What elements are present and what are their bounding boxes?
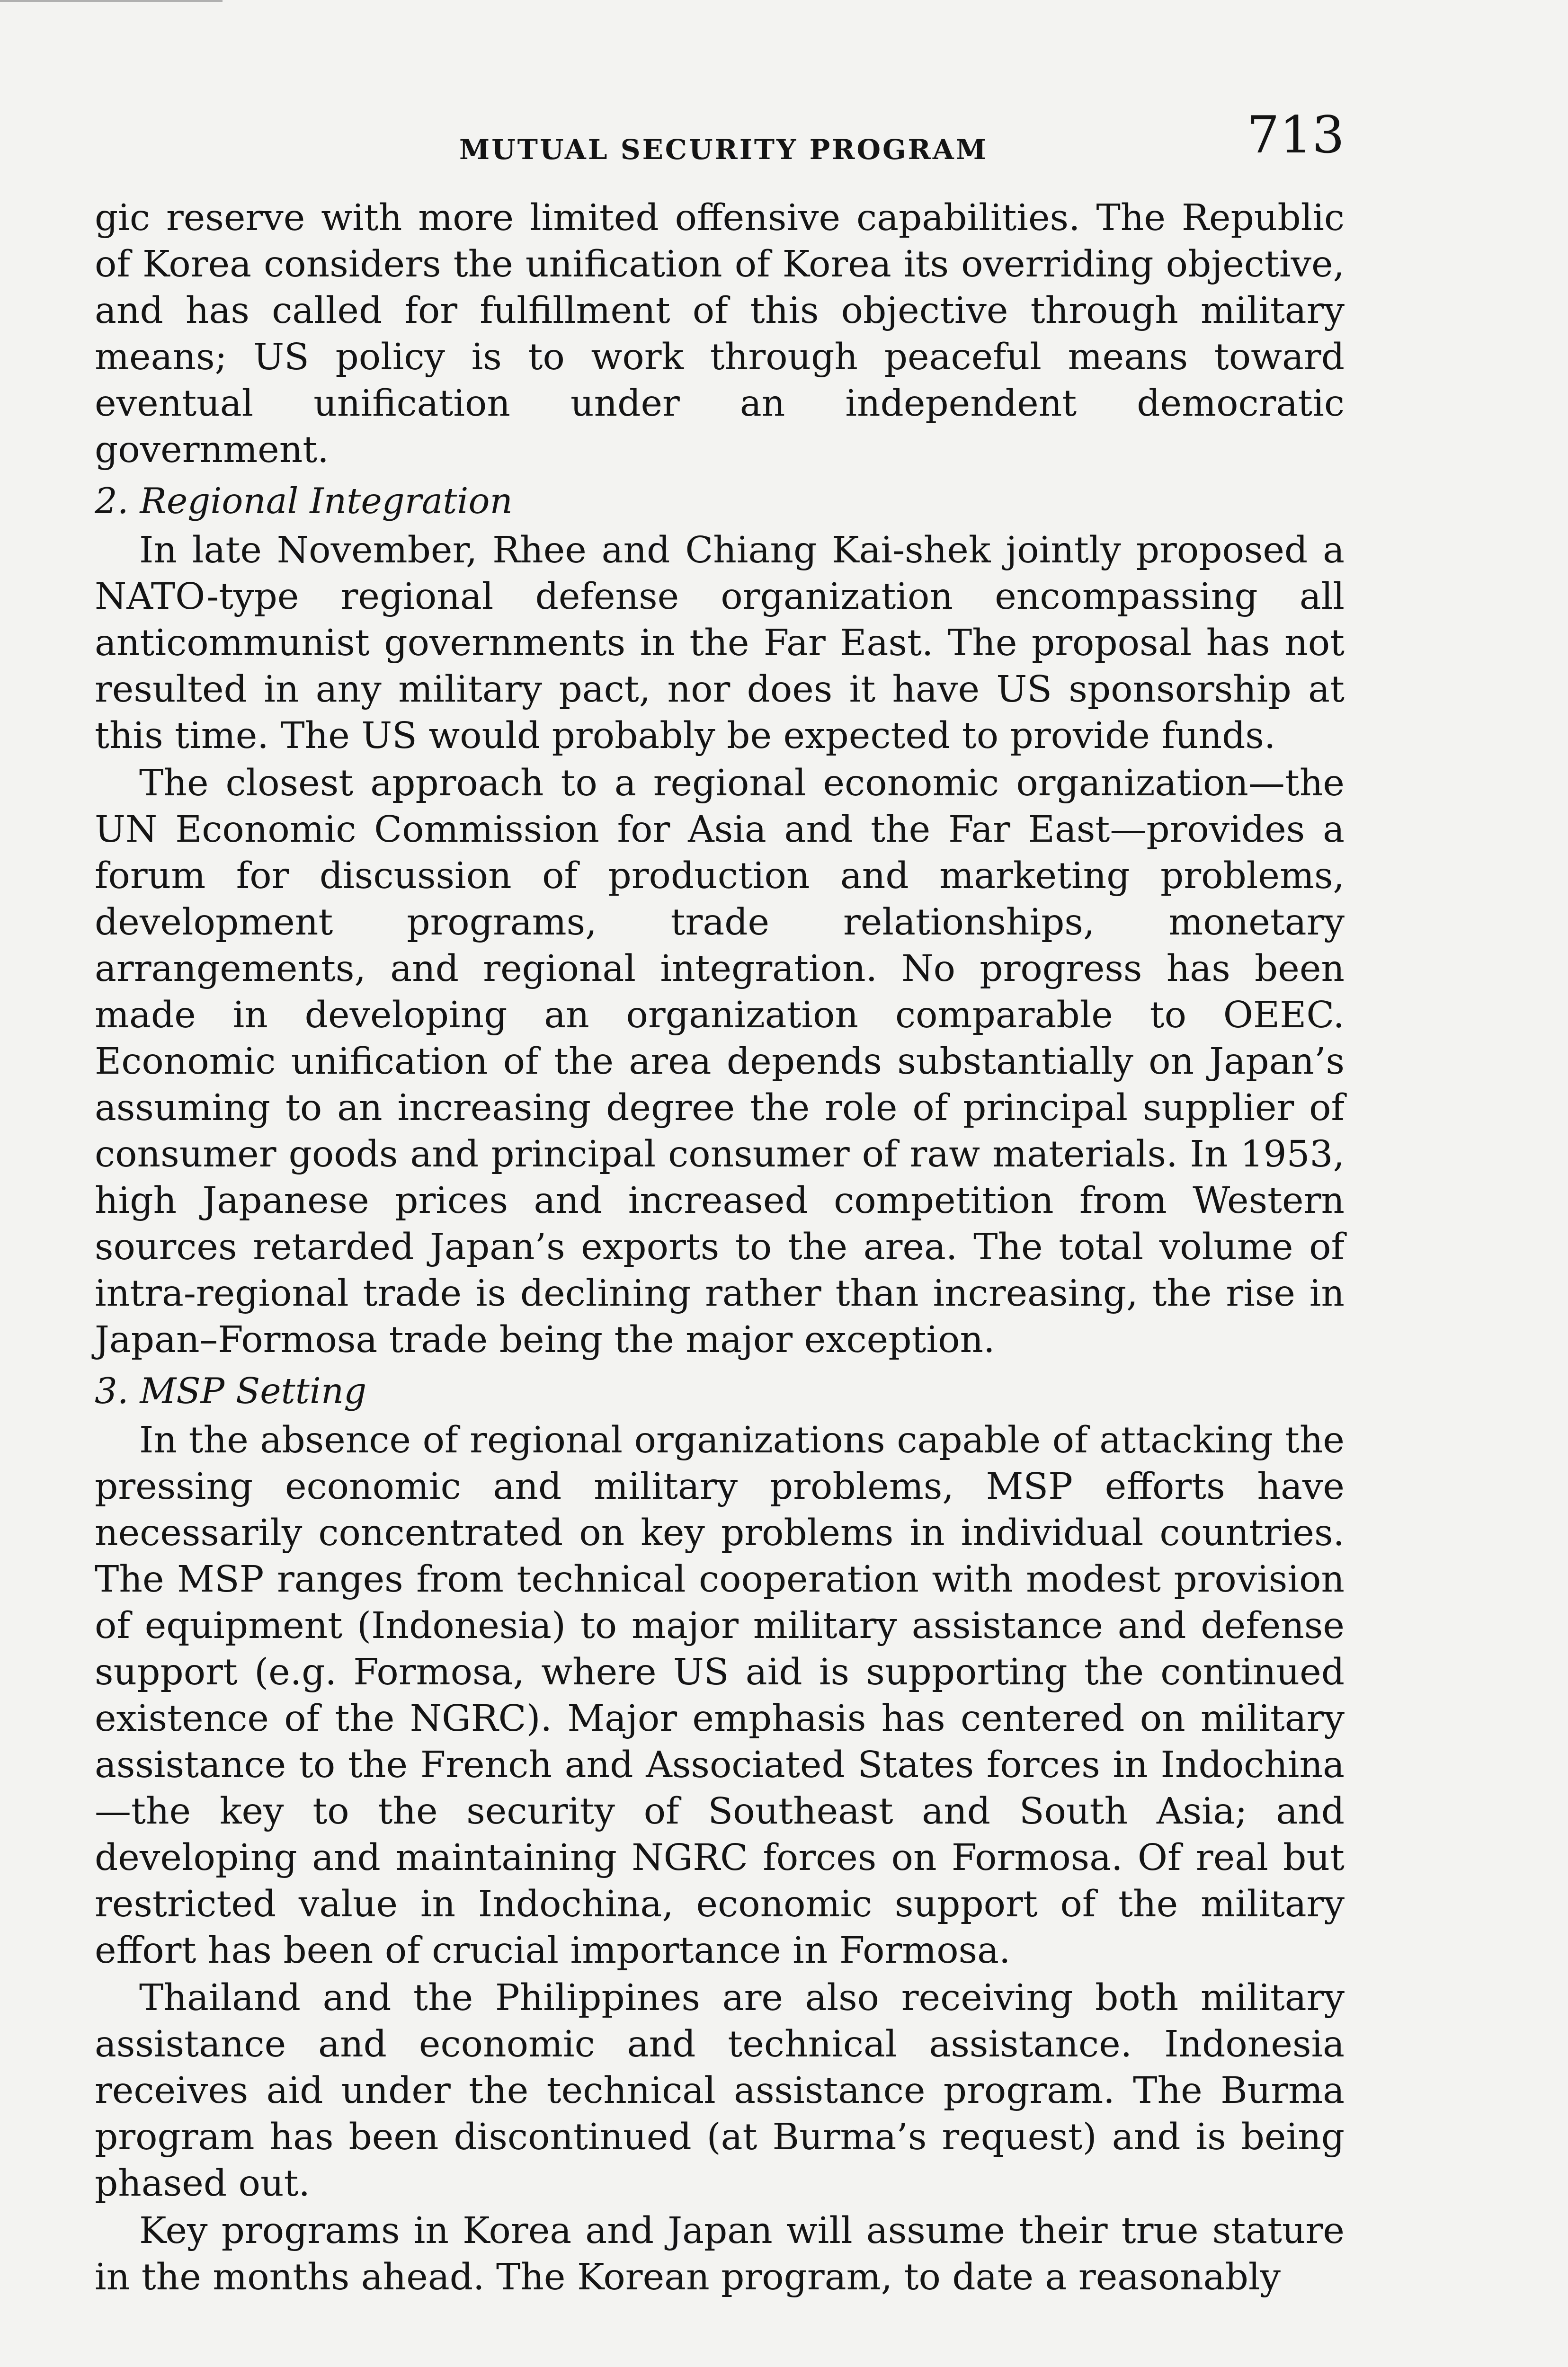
paragraph: In the absence of regional organizations capable of attacking the pressing economic and military problems, MSP efforts have necessarily concentrated on key problems in individual countries. The MSP ranges from technical cooperation with modest provision of equipment (Indonesia) to major military assistance and defense support (e.g. Formosa, where US aid is supporting the continued existence of the NGRC). Major emphasis has centered on military assistance to the French and Associated States forces in Indochina—the key to the security of Southeast and South Asia; and developing and maintaining NGRC forces on Formosa. Of real but restricted value in Indochina, economic support of the military effort has been of crucial importance in Formosa. (95, 1419, 1345, 1972)
body-text (95, 195, 1345, 2301)
section-heading-regional-integration: 2. Regional Integration (95, 480, 513, 522)
paragraph: Key programs in Korea and Japan will assume their true stature in the months ahead. The Korean program, to date a reasonably (95, 2210, 1345, 2298)
scan-edge-rule (0, 0, 223, 2)
running-header (95, 106, 1345, 171)
paragraph: In late November, Rhee and Chiang Kai-shek jointly proposed a NATO-type regional defense organization encompassing all anticommunist governments in the Far East. The proposal has not resulted in any military pact, nor does it have US sponsorship at this time. The US would probably be expected to provide funds. (95, 529, 1345, 757)
section-heading-msp-setting: 3. MSP Setting (95, 1370, 367, 1412)
running-title: MUTUAL SECURITY PROGRAM (459, 133, 988, 166)
paragraph: Thailand and the Philippines are also receiving both military assistance and economic and technical assistance. Indonesia receives aid under the technical assistance program. The Burma program has been discontinued (at Burma’s request) and is being phased out. (95, 1977, 1345, 2205)
continued-paragraph: gic reserve with more limited offensive capabilities. The Republic of Korea considers the unification of Korea its overriding objective, and has called for fulfillment of this objective through military means; US policy is to work through peaceful means toward eventual unification under an independent democratic government. (95, 197, 1345, 471)
page-number: 713 (1247, 106, 1345, 165)
paragraph: The closest approach to a regional economic organization—the UN Economic Commission for Asia and the Far East—provides a forum for discussion of production and marketing problems, development programs, trade relationships, monetary arrangements, and regional integration. No progress has been made in developing an organization comparable to OEEC. Economic unification of the area depends substantially on Japan’s assuming to an increasing degree the role of principal supplier of consumer goods and principal consumer of raw materials. In 1953, high Japanese prices and increased competition from Western sources retarded Japan’s exports to the area. The total volume of intra-regional trade is declining rather than increasing, the rise in Japan–Formosa trade being the major exception. (95, 762, 1345, 1361)
